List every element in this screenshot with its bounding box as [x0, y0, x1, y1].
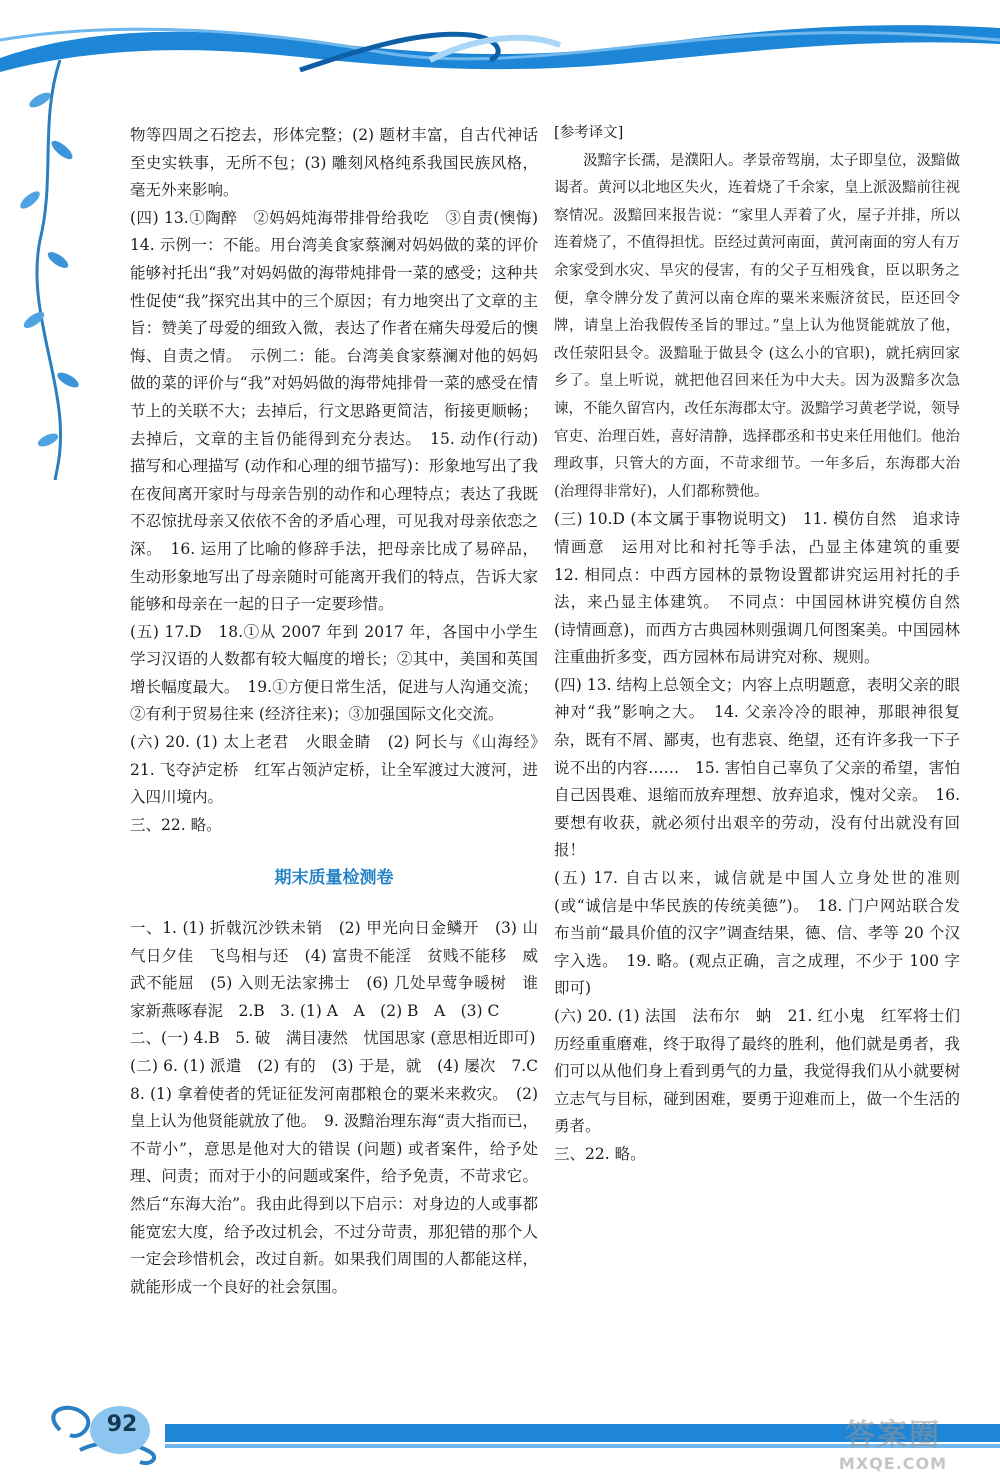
answer-paragraph: 三、22. 略。	[554, 1144, 646, 1163]
answer-paragraph: (五) 17.D 18.①从 2007 年到 2017 年，各国中小学生学习汉语的人数都有较大幅度的增长；②其中，美国和英国增长幅度最大。 19.①方便日常生活，促进与人沟通交流；②有利于贸易往来 (经济往来)；③加强国际文化交流。	[130, 622, 538, 724]
watermark-logo-text: 答案圈	[845, 1418, 941, 1453]
section-title: 期末质量检测卷	[274, 868, 394, 889]
left-column	[130, 122, 554, 1301]
answer-paragraph: (四) 13.①陶醉 ②妈妈炖海带排骨给我吃 ③自责(懊悔) 14. 示例一：不能。用台湾美食家蔡澜对妈妈做的菜的评价能够衬托出“我”对妈妈做的海带炖排骨一菜的感受；这种共性促使“我”探究出其中的三个原因；有力地突出了文章的主旨：赞美了母爱的细致入微，表达了作者在痛失母爱后的懊悔、自责之情。 示例二：能。台湾美食家蔡澜对他的妈妈做的菜的评价与“我”对妈妈做的海带炖排骨一菜的感受在情节上的关联不大；去掉后，行文思路更简洁，衔接更顺畅；去掉后，文章的主旨仍能得到充分表达。 15. 动作(行动) 描写和心理描写 (动作和心理的细节描写)：形象地写出了我在夜间离开家时与母亲告别的动作和心理特点；表达了我既不忍惊扰母亲又依依不舍的矛盾心理，可见我对母亲依恋之深。 16. 运用了比喻的修辞手法，把母亲比成了易碎品，生动形象地写出了母亲随时可能离开我们的特点，告诉大家能够和母亲在一起的日子一定要珍惜。	[130, 208, 554, 614]
top-banner-decoration	[0, 0, 1000, 130]
answer-paragraph: (六) 20. (1) 法国 法布尔 蚋 21. 红小鬼 红军将士们历经重重磨难，终于取得了最终的胜利，他们就是勇者，我们可以从他们身上看到勇气的力量，我觉得我们从小就要树立志气与目标，碰到困难，要勇于迎难而上，做一个生活的勇者。	[554, 1007, 960, 1136]
answer-paragraph: (二) 6. (1) 派遣 (2) 有的 (3) 于是，就 (4) 屡次 7.C 8. (1) 拿着使者的凭证征发河南郡粮仓的粟米来救灾。 (2) 皇上认为他贤能就放了他。 9. 汲黯治理东海“责大指而已，不苛小”，意思是他对大的错误 (问题) 或者案件，给予处理、问责；而对于小的问题或案件，给予免责，不苛求它。然后“东海大治”。我由此得到以下启示：对身边的人或事都能宽宏大度，给予改过机会，不过分苛责，那犯错的那个人一定会珍惜机会，改过自新。如果我们周围的人都能这样，就能形成一个良好的社会氛围。	[130, 1057, 554, 1296]
answer-paragraph: 物等四周之石挖去，形体完整；(2) 题材丰富，自古代神话至史实轶事，无所不包；(3) 雕刻风格纯系我国民族风格，毫无外来影响。	[130, 126, 538, 200]
right-column	[554, 120, 976, 1169]
answer-paragraph: 三、22. 略。	[130, 815, 222, 834]
translation-heading: [参考译文]	[554, 125, 624, 141]
vine-decoration	[0, 60, 120, 480]
answer-paragraph: 二、(一) 4.B 5. 破 满目凄然 忧国思家 (意思相近即可)	[130, 1029, 536, 1048]
answer-paragraph: (三) 10.D (本文属于事物说明文) 11. 模仿自然 追求诗情画意 运用对比和衬托等手法，凸显主体建筑的重要 12. 相同点：中西方园林的景物设置都讲究运用衬托的手法，来凸显主体建筑。 不同点：中国园林讲究模仿自然 (诗情画意)，而西方古典园林则强调几何图案美。中国园林注重曲折多变，西方园林布局讲究对称、规则。	[554, 510, 976, 667]
answer-paragraph: (五) 17. 自古以来，诚信就是中国人立身处世的准则 (或“诚信是中华民族的传统美德”)。 18. 门户网站联合发布当前“最具价值的汉字”调查结果，德、信、孝等 20 个汉字入选。 19. 略。(观点正确，言之成理，不少于 100 字即可)	[554, 869, 960, 998]
answer-paragraph: (六) 20. (1) 太上老君 火眼金睛 (2) 阿长与《山海经》 21. 飞夺泸定桥 红军占领泸定桥，让全军渡过大渡河，进入四川境内。	[130, 733, 554, 807]
watermark	[808, 1410, 978, 1473]
translation-text: 汲黯字长孺，是濮阳人。孝景帝驾崩，太子即皇位，汲黯做谒者。黄河以北地区失火，连着烧了千余家，皇上派汲黯前往视察情况。汲黯回来报告说：“家里人弄着了火，屋子并排，所以连着烧了，不值得担忧。臣经过黄河南面，黄河南面的穷人有万余家受到水灾、旱灾的侵害，有的父子互相残食，臣以职务之便，拿令牌分发了黄河以南仓库的粟米来赈济贫民，臣还回令牌，请皇上治我假传圣旨的罪过。”皇上认为他贤能就放了他，改任荥阳县令。汲黯耻于做县令 (这么小的官职)，就托病回家乡了。皇上听说，就把他召回来任为中大夫。因为汲黯多次急谏，不能久留宫内，改任东海郡太守。汲黯学习黄老学说，领导官吏、治理百姓，喜好清静，选择郡丞和书史来任用他们。他治理政事，只管大的方面，不苛求细节。一年多后，东海郡大治 (治理得非常好)，人们都称赞他。	[554, 152, 960, 500]
answer-paragraph: 一、1. (1) 折戟沉沙铁未销 (2) 甲光向日金鳞开 (3) 山气日夕佳 飞鸟相与还 (4) 富贵不能淫 贫贱不能移 威武不能屈 (5) 入则无法家拂士 (6) 几处早莺争暖树 谁家新燕啄春泥 2.B 3. (1) A A (2) B A (3) C	[130, 919, 538, 1020]
answer-paragraph: (四) 13. 结构上总领全文；内容上点明题意，表明父亲的眼神对“我”影响之大。 14. 父亲冷冷的眼神，那眼神很复杂，既有不屑、鄙夷，也有悲哀、绝望，还有许多我一下子说不出的内容…… 15. 害怕自己辜负了父亲的希望，害怕自己因畏难、退缩而放弃理想、放弃追求，愧对父亲。 16. 要想有收获，就必须付出艰辛的劳动，没有付出就没有回报！	[554, 675, 960, 860]
watermark-url: MXQE.COM	[838, 1454, 948, 1473]
page-number: 92	[106, 1412, 138, 1437]
